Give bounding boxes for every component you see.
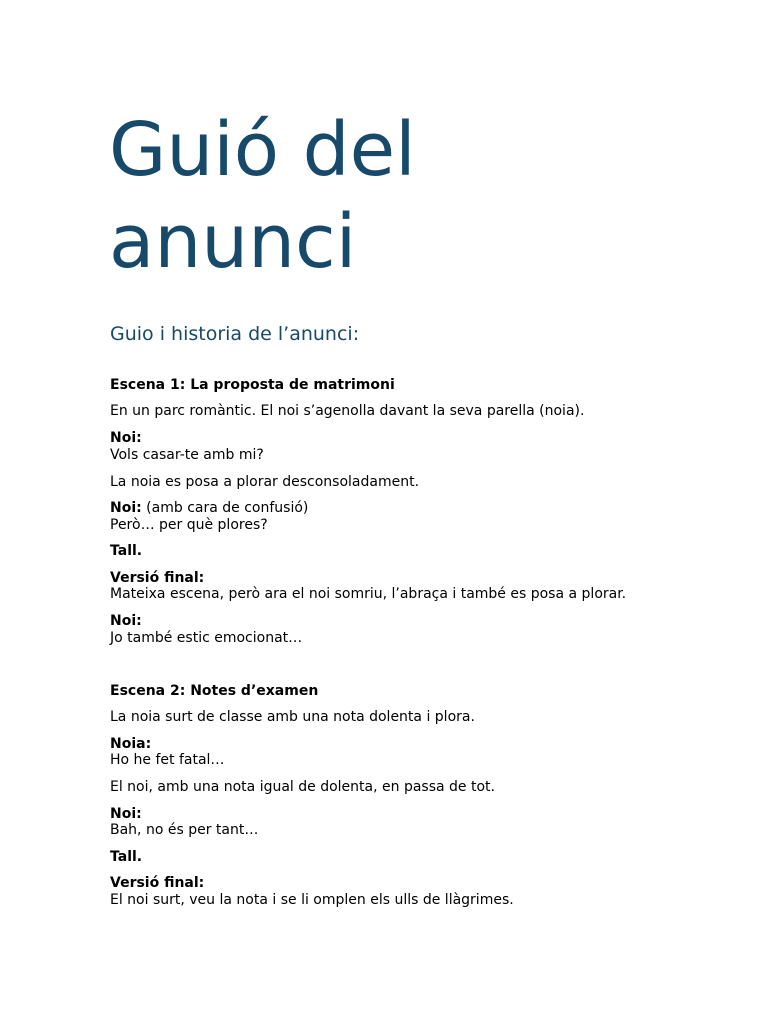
scene2-dialogue-2: Bah, no és per tant… xyxy=(110,822,259,838)
scene1-paragraph-1: En un parc romàntic. El noi s’agenolla davant la seva parella (noia). xyxy=(110,403,585,419)
scene1-cut: Tall. xyxy=(110,543,143,559)
scene1-speaker-2-note: (amb cara de confusió) xyxy=(141,500,309,516)
scene1-speaker-3: Noi: xyxy=(110,613,142,629)
title-line-1: Guió del xyxy=(109,107,416,193)
scene2-final-text: El noi surt, veu la nota i se li omplen els ulls de llàgrimes. xyxy=(110,892,514,908)
scene2-speaker-2: Noi: xyxy=(110,806,142,822)
scene2-dialogue-1: Ho he fet fatal… xyxy=(110,752,225,768)
scene1-final-text: Mateixa escena, però ara el noi somriu, l’abraça i també es posa a plorar. xyxy=(110,586,627,602)
document-title xyxy=(109,104,709,288)
scene2-cut: Tall. xyxy=(110,849,143,865)
scene2-speaker-1: Noia: xyxy=(110,736,152,752)
scene1-dialogue-2: Però… per què plores? xyxy=(110,517,268,533)
title-line-2: anunci xyxy=(109,199,357,285)
scene1-paragraph-2: La noia es posa a plorar desconsoladament. xyxy=(110,474,420,490)
scene1-heading: Escena 1: La proposta de matrimoni xyxy=(110,377,395,393)
scene2-heading: Escena 2: Notes d’examen xyxy=(110,683,319,699)
scene1-speaker-2-line xyxy=(110,500,308,517)
scene2-final-label: Versió final: xyxy=(110,875,205,891)
scene1-speaker-2: Noi: xyxy=(110,500,142,516)
scene1-speaker-1: Noi: xyxy=(110,430,142,446)
scene2-paragraph-1: La noia surt de classe amb una nota dolenta i plora. xyxy=(110,709,475,725)
scene2-paragraph-2: El noi, amb una nota igual de dolenta, en passa de tot. xyxy=(110,779,495,795)
scene1-final-label: Versió final: xyxy=(110,570,205,586)
scene1-dialogue-3: Jo també estic emocionat… xyxy=(110,630,303,646)
scene1-dialogue-1: Vols casar-te amb mi? xyxy=(110,447,264,463)
section-subtitle: Guio i historia de l’anunci: xyxy=(110,323,360,345)
